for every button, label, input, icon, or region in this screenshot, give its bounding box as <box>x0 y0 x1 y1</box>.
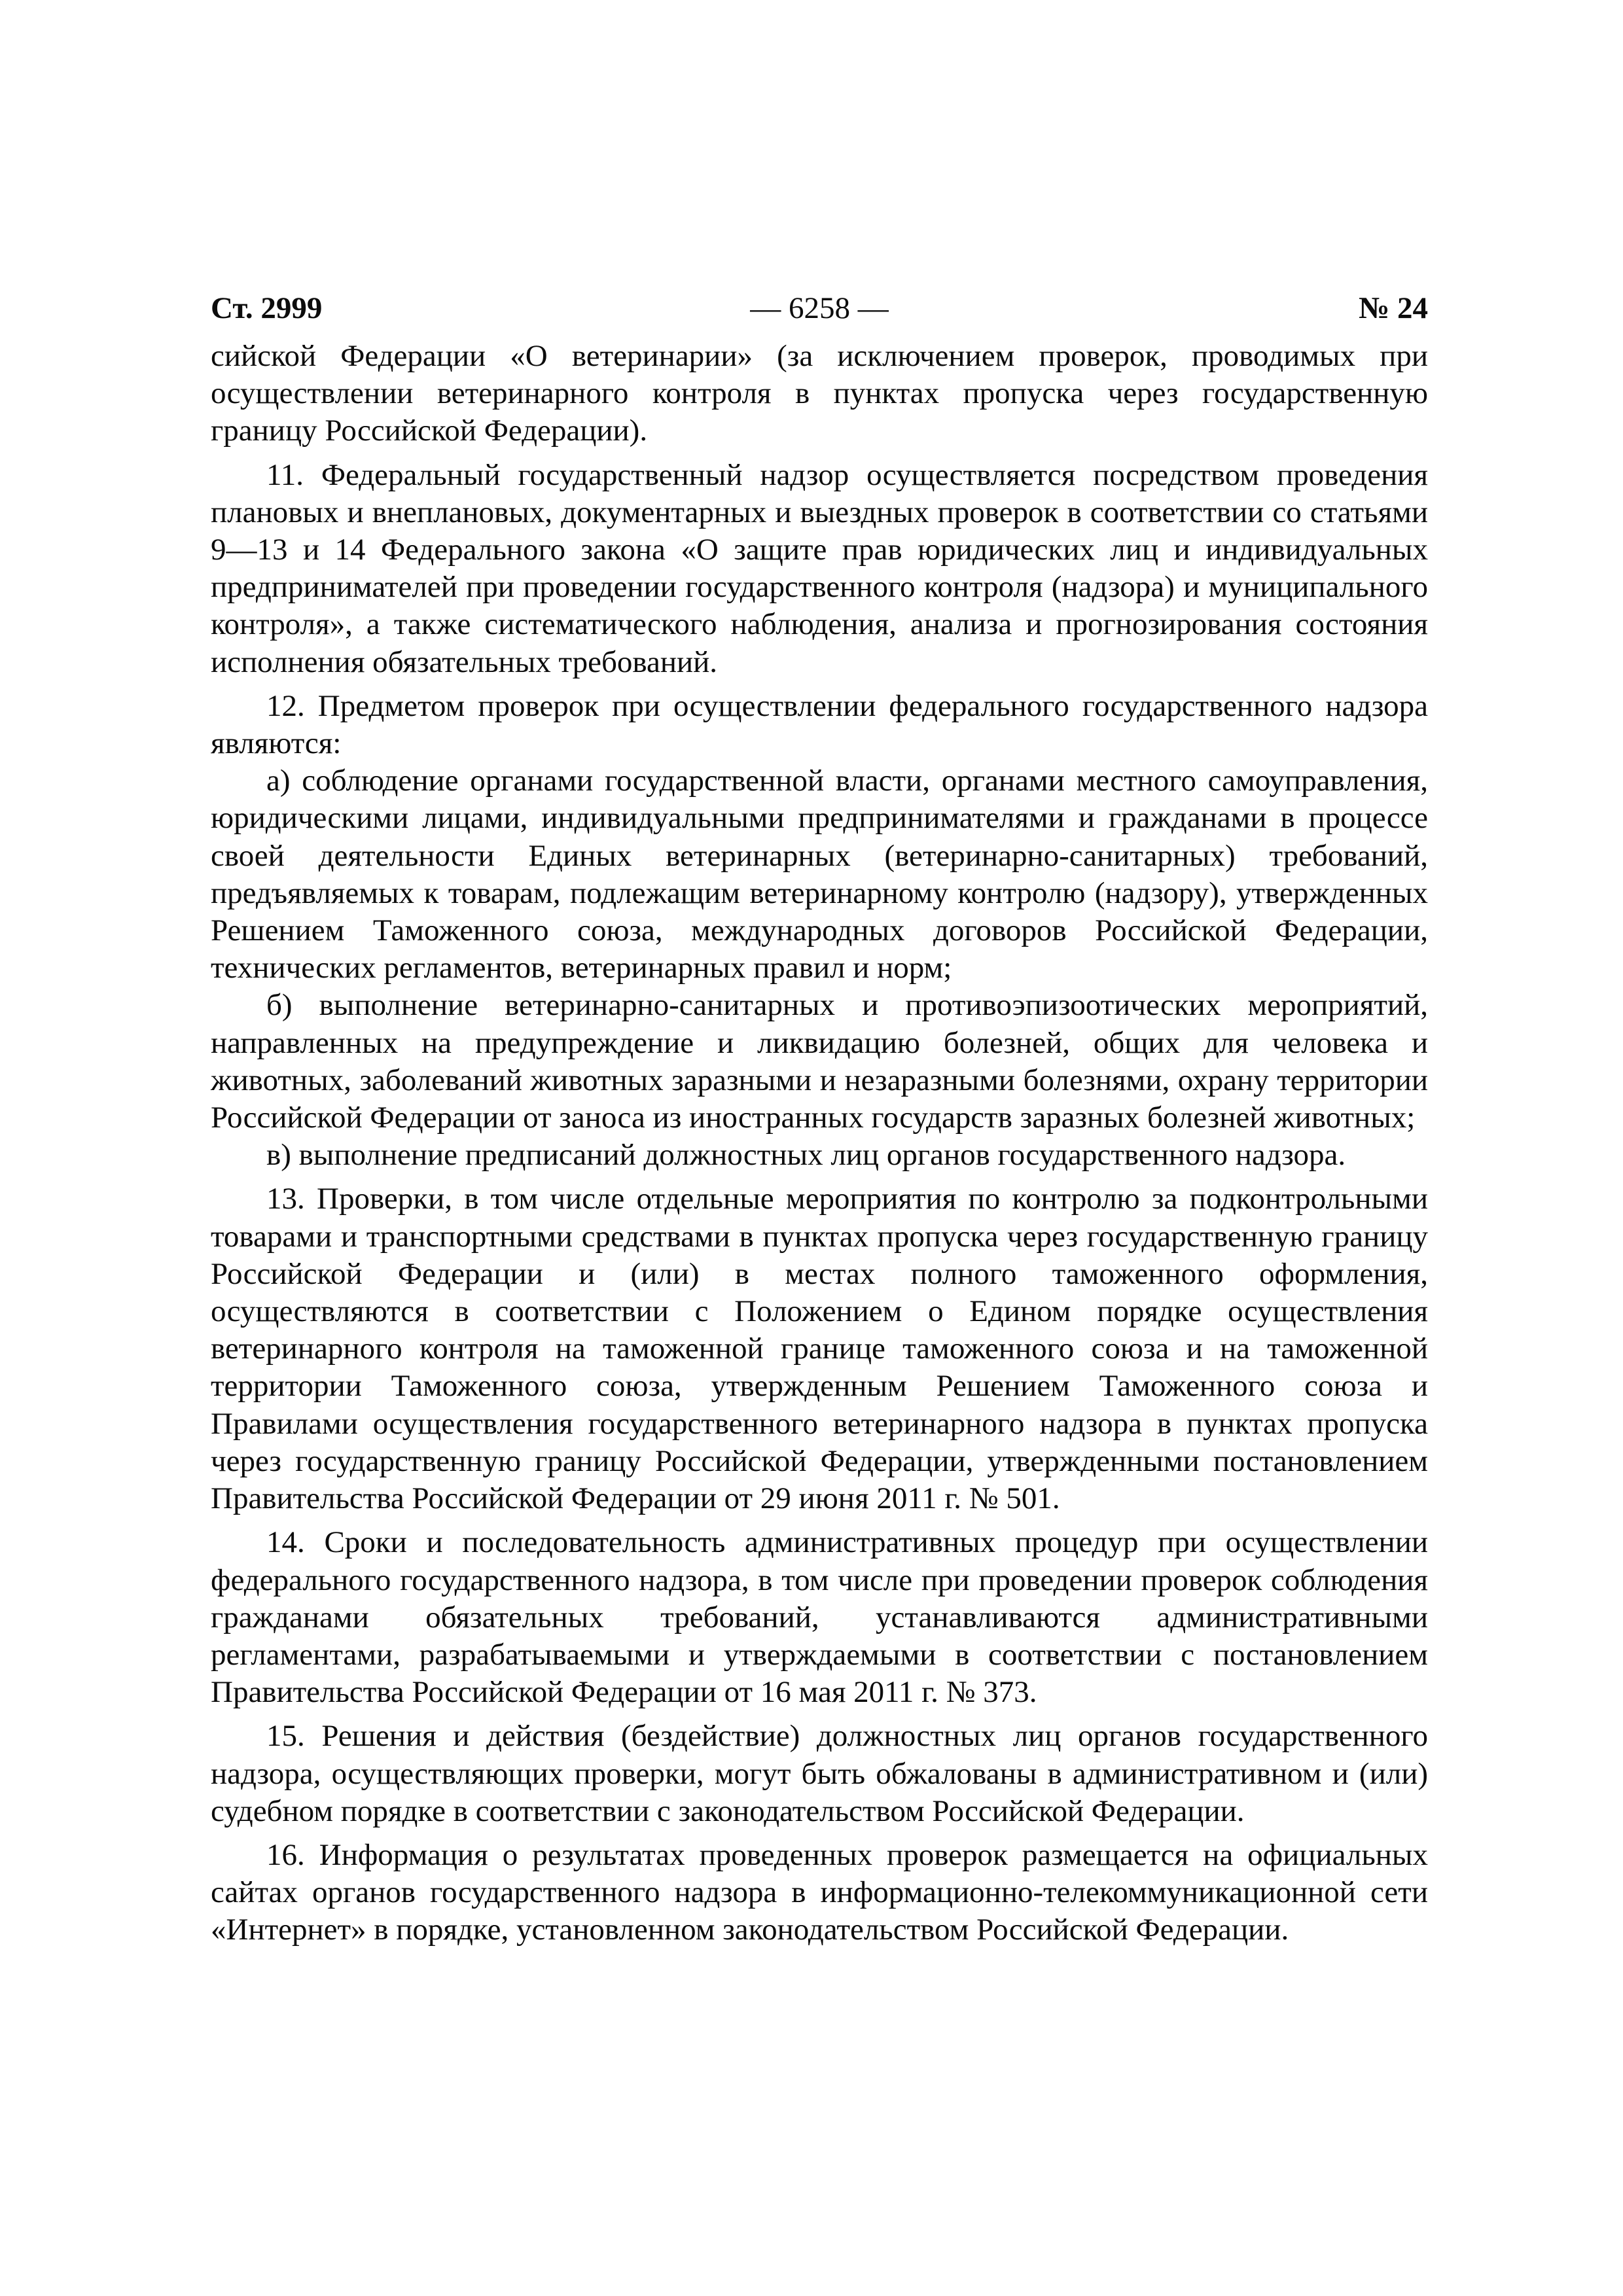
paragraph-continuation: сийской Федерации «О ветеринарии» (за исключением проверок, проводимых при осуществлении ветеринарного контроля в пунктах пропуска через государственную границу Российской Федерации). <box>211 339 1428 448</box>
running-header <box>211 285 1428 331</box>
paragraph-item-15: 15. Решения и действия (бездействие) должностных лиц органов государственного надзора, осуществляющих проверки, могут быть обжалованы в административном и (или) судебном порядке в соответствии с законодательством Российской Федерации. <box>211 1719 1428 1828</box>
paragraph-item-11: 11. Федеральный государственный надзор осуществляется посредством проведения плановых и внеплановых, документарных и выездных проверок в соответствии со статьями 9—13 и 14 Федерального закона «О защите прав юридических лиц и индивидуальных предпринимателей при проведении государственного контроля (надзора) и муниципального контроля», а также систематического наблюдения, анализа и прогнозирования состояния исполнения обязательных требований. <box>211 457 1428 679</box>
article-number: Ст. 2999 <box>211 291 323 325</box>
subitem-a: а) соблюдение органами государственной власти, органами местного самоуправления, юридическими лицами, индивидуальными предпринимателями и гражданами в процессе своей деятельности Единых ветеринарных (ветеринарно-санитарных) требований, предъявляемых к товарам, подлежащим ветеринарному контролю (надзору), утвержденных Решением Таможенного союза, международных договоров Российской Федерации, технических регламентов, ветеринарных правил и норм; <box>211 764 1428 985</box>
subitem-b: б) выполнение ветеринарно-санитарных и противоэпизоотических мероприятий, направленных на предупреждение и ликвидацию болезней, общих для человека и животных, заболеваний животных заразными и незаразными болезнями, охрану территории Российской Федерации от заноса из иностранных государств заразных болезней животных; <box>211 988 1428 1135</box>
body-text <box>211 338 1428 1949</box>
subitem-v: в) выполнение предписаний должностных лиц органов государственного надзора. <box>266 1138 1346 1173</box>
paragraph-item-13: 13. Проверки, в том числе отдельные мероприятия по контролю за подконтрольными товарами и транспортными средствами в пунктах пропуска через государственную границу Российской Федерации и (или) в местах полного таможенного оформления, осуществляются в соответствии с Положением о Едином порядке осуществления ветеринарного контроля на таможенной границе таможенного союза и на таможенной территории Таможенного союза, утвержденным Решением Таможенного союза и Правилами осуществления государственного ветеринарного надзора в пунктах пропуска через государственную границу Российской Федерации, утвержденными постановлением Правительства Российской Федерации от 29 июня 2011 г. № 501. <box>211 1182 1428 1516</box>
page-number: — 6258 — <box>750 291 889 325</box>
issue-number: № 24 <box>1359 291 1428 325</box>
paragraph-item-14: 14. Сроки и последовательность административных процедур при осуществлении федерального государственного надзора, в том числе при проведении проверок соблюдения гражданами обязательных требований, устанавливаются административными регламентами, разрабатываемыми и утверждаемыми в соответствии с постановлением Правительства Российской Федерации от 16 мая 2011 г. № 373. <box>211 1525 1428 1710</box>
paragraph-item-16: 16. Информация о результатах проведенных проверок размещается на официальных сайтах органов государственного надзора в информационно-телекоммуникационной сети «Интернет» в порядке, установленном законодательством Российской Федерации. <box>211 1837 1428 1947</box>
paragraph-item-12: 12. Предметом проверок при осуществлении федерального государственного надзора являются: <box>211 688 1428 761</box>
